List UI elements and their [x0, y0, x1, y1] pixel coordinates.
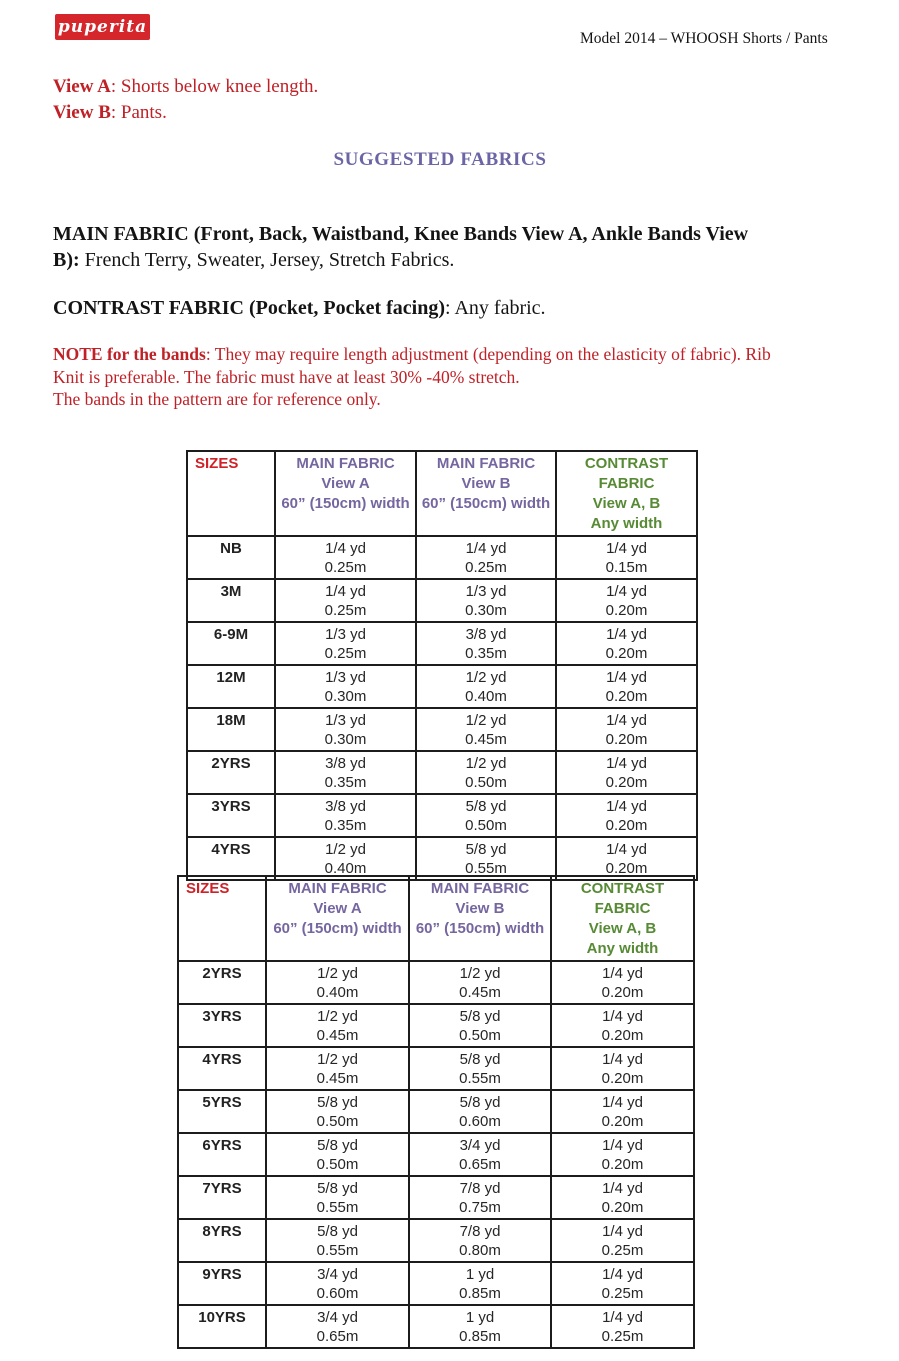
main-fabric-text: French Terry, Sweater, Jersey, Stretch Fabrics.: [79, 249, 455, 271]
size-label: 4YRS: [187, 837, 275, 880]
yardage-cell: 3/4 yd 0.65m: [266, 1305, 409, 1348]
table-row: [187, 708, 697, 751]
note-line3: The bands in the pattern are for reference only.: [53, 389, 381, 409]
table-row: [187, 794, 697, 837]
yardage-cell: 7/8 yd 0.75m: [409, 1176, 551, 1219]
yardage-cell: 1/4 yd 0.25m: [551, 1305, 694, 1348]
view-b-line: [53, 100, 318, 126]
table-row: [178, 1262, 694, 1305]
yardage-cell: 3/4 yd 0.65m: [409, 1133, 551, 1176]
contrast-fabric-paragraph: [53, 295, 828, 321]
size-label: 5YRS: [178, 1090, 266, 1133]
view-a-label: View A: [53, 76, 111, 97]
yardage-cell: 5/8 yd 0.50m: [266, 1133, 409, 1176]
view-b-label: View B: [53, 102, 111, 123]
yardage-cell: 1/2 yd 0.40m: [416, 665, 556, 708]
yardage-cell: 1/4 yd 0.20m: [551, 1176, 694, 1219]
table-row: [178, 1004, 694, 1047]
yardage-cell: 1/2 yd 0.40m: [266, 961, 409, 1004]
document-title: Model 2014 – WHOOSH Shorts / Pants: [580, 30, 828, 47]
yardage-cell: 1/4 yd 0.15m: [556, 536, 697, 579]
yardage-cell: 1/2 yd 0.50m: [416, 751, 556, 794]
size-label: 3M: [187, 579, 275, 622]
column-header: MAIN FABRIC View A 60” (150cm) width: [266, 876, 409, 961]
yardage-cell: 1/2 yd 0.45m: [409, 961, 551, 1004]
yardage-cell: 5/8 yd 0.50m: [266, 1090, 409, 1133]
yardage-cell: 3/4 yd 0.60m: [266, 1262, 409, 1305]
view-a-text: : Shorts below knee length.: [110, 76, 319, 97]
yardage-cell: 1/4 yd 0.20m: [551, 1004, 694, 1047]
table-row: [178, 1133, 694, 1176]
table-row: [178, 1176, 694, 1219]
table-row: [187, 665, 697, 708]
yardage-cell: 1/4 yd 0.25m: [551, 1262, 694, 1305]
column-header: MAIN FABRIC View B 60” (150cm) width: [416, 451, 556, 536]
note-bold: NOTE for the bands: [53, 344, 206, 364]
size-label: NB: [187, 536, 275, 579]
table-row: [178, 1047, 694, 1090]
column-header: MAIN FABRIC View A 60” (150cm) width: [275, 451, 416, 536]
yardage-cell: 1/4 yd 0.20m: [556, 665, 697, 708]
yardage-cell: 1/4 yd 0.25m: [275, 536, 416, 579]
contrast-fabric-bold: CONTRAST FABRIC (Pocket, Pocket facing): [53, 297, 446, 319]
yardage-cell: 1 yd 0.85m: [409, 1305, 551, 1348]
yardage-cell: 1/3 yd 0.25m: [275, 622, 416, 665]
yardage-cell: 1/3 yd 0.30m: [416, 579, 556, 622]
size-label: 2YRS: [178, 961, 266, 1004]
yardage-cell: 1/4 yd 0.20m: [551, 1133, 694, 1176]
table-row: [187, 622, 697, 665]
size-label: 3YRS: [187, 794, 275, 837]
column-header: MAIN FABRIC View B 60” (150cm) width: [409, 876, 551, 961]
note-line2: Knit is preferable. The fabric must have at least 30% -40% stretch.: [53, 366, 520, 387]
table-row: [187, 837, 697, 880]
yardage-cell: 1/3 yd 0.30m: [275, 708, 416, 751]
view-b-text: : Pants.: [110, 102, 167, 123]
note-line1: : They may require length adjustment (depending on the elasticity of fabric). Rib: [205, 344, 771, 364]
yardage-cell: 3/8 yd 0.35m: [416, 622, 556, 665]
size-label: 3YRS: [178, 1004, 266, 1047]
size-label: 2YRS: [187, 751, 275, 794]
size-label: 18M: [187, 708, 275, 751]
view-descriptions: [53, 74, 318, 126]
table-row: [187, 751, 697, 794]
puperita-logo-text: puperita: [57, 17, 148, 37]
column-header: CONTRAST FABRIC View A, B Any width: [551, 876, 694, 961]
yardage-cell: 5/8 yd 0.50m: [409, 1004, 551, 1047]
table-row: [178, 1090, 694, 1133]
main-fabric-bold-line1: MAIN FABRIC (Front, Back, Waistband, Knee Bands View A, Ankle Bands View: [53, 223, 749, 245]
column-header: CONTRAST FABRIC View A, B Any width: [556, 451, 697, 536]
table-row: [187, 536, 697, 579]
yardage-cell: 1/2 yd 0.40m: [275, 837, 416, 880]
yardage-cell: 1 yd 0.85m: [409, 1262, 551, 1305]
yardage-cell: 1/4 yd 0.25m: [275, 579, 416, 622]
yardage-cell: 5/8 yd 0.60m: [409, 1090, 551, 1133]
column-header: SIZES: [178, 876, 266, 961]
yardage-cell: 1/4 yd 0.20m: [556, 794, 697, 837]
main-fabric-bold-line2: B):: [53, 249, 80, 271]
yardage-cell: 1/4 yd 0.20m: [551, 961, 694, 1004]
yardage-cell: 1/4 yd 0.25m: [416, 536, 556, 579]
size-label: 10YRS: [178, 1305, 266, 1348]
note-paragraph: [53, 343, 828, 411]
yardage-cell: 1/2 yd 0.45m: [266, 1047, 409, 1090]
yardage-table-kids: [177, 875, 695, 1349]
size-label: 9YRS: [178, 1262, 266, 1305]
size-label: 12M: [187, 665, 275, 708]
size-label: 7YRS: [178, 1176, 266, 1219]
yardage-cell: 5/8 yd 0.55m: [416, 837, 556, 880]
yardage-table-baby: [186, 450, 698, 881]
yardage-cell: 3/8 yd 0.35m: [275, 794, 416, 837]
yardage-cell: 1/2 yd 0.45m: [266, 1004, 409, 1047]
table-row: [187, 579, 697, 622]
yardage-cell: 1/4 yd 0.20m: [551, 1047, 694, 1090]
header-row: [187, 451, 697, 536]
yardage-cell: 1/4 yd 0.20m: [556, 708, 697, 751]
main-fabric-paragraph: [53, 221, 828, 273]
size-label: 4YRS: [178, 1047, 266, 1090]
yardage-cell: 3/8 yd 0.35m: [275, 751, 416, 794]
yardage-cell: 5/8 yd 0.55m: [409, 1047, 551, 1090]
view-a-line: [53, 74, 318, 100]
yardage-cell: 7/8 yd 0.80m: [409, 1219, 551, 1262]
yardage-cell: 1/4 yd 0.20m: [556, 622, 697, 665]
yardage-cell: 5/8 yd 0.50m: [416, 794, 556, 837]
table-row: [178, 1219, 694, 1262]
yardage-cell: 5/8 yd 0.55m: [266, 1176, 409, 1219]
header-row: [178, 876, 694, 961]
table-row: [178, 1305, 694, 1348]
yardage-cell: 1/3 yd 0.30m: [275, 665, 416, 708]
column-header: SIZES: [187, 451, 275, 536]
size-label: 6-9M: [187, 622, 275, 665]
section-title: SUGGESTED FABRICS: [333, 149, 547, 170]
puperita-logo: [55, 14, 150, 40]
yardage-cell: 1/2 yd 0.45m: [416, 708, 556, 751]
size-label: 8YRS: [178, 1219, 266, 1262]
table-row: [178, 961, 694, 1004]
yardage-cell: 5/8 yd 0.55m: [266, 1219, 409, 1262]
yardage-cell: 1/4 yd 0.20m: [551, 1090, 694, 1133]
size-label: 6YRS: [178, 1133, 266, 1176]
contrast-fabric-text: : Any fabric.: [445, 297, 546, 319]
yardage-cell: 1/4 yd 0.20m: [556, 579, 697, 622]
yardage-cell: 1/4 yd 0.25m: [551, 1219, 694, 1262]
yardage-cell: 1/4 yd 0.20m: [556, 837, 697, 880]
yardage-cell: 1/4 yd 0.20m: [556, 751, 697, 794]
